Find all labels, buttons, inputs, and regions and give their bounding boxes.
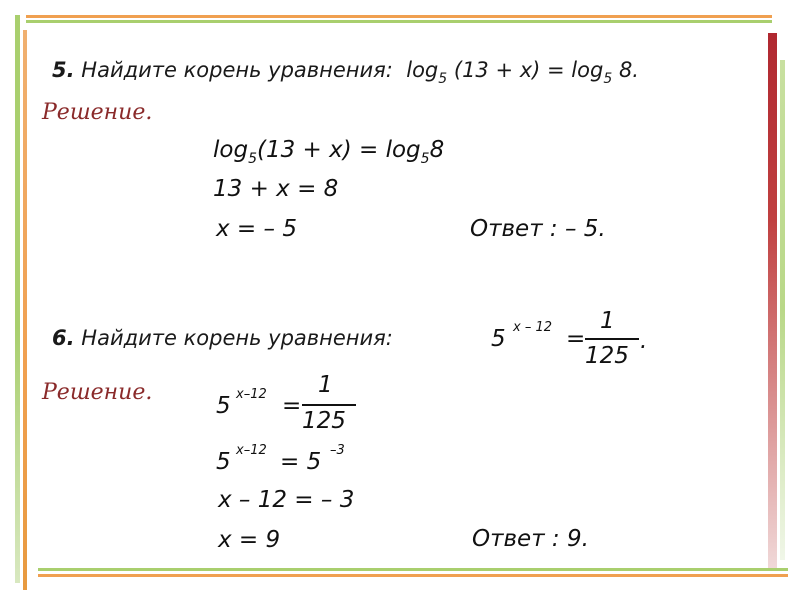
s6-l2-exponent-2: –3 — [330, 443, 345, 458]
bottom-border-green — [38, 568, 788, 571]
s6-l1-fraction-bar — [302, 404, 356, 406]
solution-5-answer: Ответ : – 5. — [470, 216, 606, 242]
problem-5-statement — [52, 58, 639, 87]
s6-l1-numerator: 1 — [318, 372, 333, 398]
problem-5-number: 5. — [52, 58, 75, 82]
solution-6-answer: Ответ : 9. — [472, 526, 589, 552]
problem-5-eq-log: log — [406, 58, 439, 82]
problem-5-eq-end: 8. — [618, 58, 639, 82]
s5-l1-base-2: 5 — [420, 151, 430, 167]
right-border-red — [768, 33, 777, 568]
problem-6-frac-numerator: 1 — [600, 308, 615, 334]
problem-6-number: 6. — [52, 326, 75, 350]
s5-l1-base: 5 — [248, 151, 257, 167]
problem-6-eq-base: 5 — [491, 326, 506, 352]
s6-l3: x – 12 = – 3 — [218, 487, 355, 513]
top-border-green — [26, 20, 772, 23]
problem-6-eq-exponent: x – 12 — [513, 320, 552, 335]
s6-l1-base: 5 — [216, 393, 231, 419]
problem-5-eq-mid: (13 + x) = log — [453, 58, 604, 82]
problem-6-eq-dot: . — [640, 328, 648, 354]
problem-6-statement — [52, 326, 393, 350]
bottom-border-orange — [38, 574, 788, 577]
s5-l1-log: log — [213, 137, 249, 163]
right-border-green — [780, 60, 785, 560]
problem-6-eq-equals: = — [566, 326, 586, 352]
solution-5-line-3: x = – 5 — [216, 216, 297, 242]
top-border-orange — [26, 15, 772, 18]
problem-6-fraction-bar — [585, 338, 639, 340]
problem-5-eq-base: 5 — [438, 71, 448, 87]
s6-l2-base: 5 — [216, 449, 231, 475]
s5-l1-mid: (13 + x) = log — [256, 137, 421, 163]
solution-5-line-2: 13 + x = 8 — [213, 176, 339, 202]
problem-6-frac-denominator: 125 — [585, 343, 629, 369]
solution-6-label: Решение. — [42, 380, 153, 405]
s5-l1-end: 8 — [429, 137, 445, 163]
solution-5-line-1 — [213, 137, 445, 167]
solution-5-label: Решение. — [42, 100, 153, 125]
left-border-green — [15, 15, 20, 583]
s6-l2-exponent: x–12 — [236, 443, 267, 458]
problem-5-prompt: Найдите корень уравнения: — [81, 58, 393, 82]
problem-5-eq-base-2: 5 — [603, 71, 613, 87]
s6-l2-mid: = 5 — [280, 449, 322, 475]
problem-6-prompt: Найдите корень уравнения: — [81, 326, 393, 350]
s6-l1-equals: = — [282, 393, 302, 419]
s6-l4: x = 9 — [218, 527, 281, 553]
left-border-orange — [23, 30, 27, 590]
s6-l1-exponent: x–12 — [236, 387, 267, 402]
s6-l1-denominator: 125 — [302, 408, 346, 434]
